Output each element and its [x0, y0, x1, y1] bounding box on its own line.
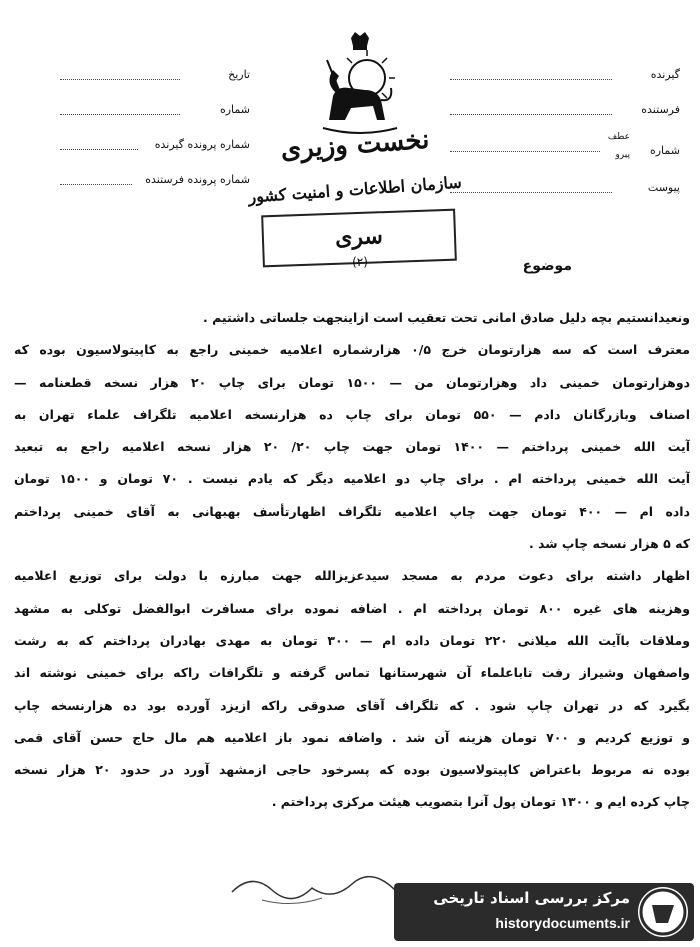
- watermark-url: historydocuments.ir: [495, 915, 630, 931]
- page-number: (۲): [352, 255, 368, 269]
- body-line: بگیرد که در تهران چاپ شود . که تلگراف آقای صدوقی راکه ازیزد آورده بود ده هزارنسخه چاپ: [14, 697, 690, 713]
- archive-watermark: [394, 883, 694, 941]
- recipient-file-label: شماره پرونده گیرنده: [154, 138, 250, 151]
- lion-and-sun-emblem-icon: [315, 30, 405, 140]
- body-line: آیت الله خمینی پرداخته ام . برای چاپ دو اعلامیه دیگر که یادم نیست . ۷۰ تومان و ۱۵۰۰ تومان: [14, 471, 690, 487]
- archive-logo-icon: [638, 887, 688, 937]
- number-field: [40, 97, 250, 123]
- body-line: چاپ کرده ایم و ۱۳۰۰ تومان پول آنرا بتصویب هیئت مرکزی پرداختم .: [271, 794, 690, 810]
- body-line: که ۵ هزار نسخه چاپ شد .: [528, 536, 690, 552]
- reference-dotted-line: [450, 151, 600, 152]
- recipient-file-dotted-line: [60, 149, 138, 150]
- sender-field: [450, 97, 680, 123]
- body-line: اظهار داشته برای دعوت مردم به مسجد سیدعزیزالله جهت مبارزه با دولت برای توزیع اعلامیه: [14, 568, 690, 584]
- recipient-label: گیرنده: [650, 68, 680, 81]
- agency-title: سازمان اطلاعات و امنیت کشور: [247, 172, 463, 207]
- date-field: [40, 62, 250, 88]
- body-line: ونعیدانستیم بچه دلیل صادق امانی تحت تعقیب است ازاینجهت جلساتی داشتیم .: [203, 310, 690, 325]
- sender-label: فرستنده: [641, 103, 680, 116]
- header-left-fields: [40, 62, 250, 202]
- body-line: وهزینه های غیره ۸۰۰ تومان پرداخته ام . اضافه نموده برای مسافرت ابوالفضل توکلی به مشهد: [14, 600, 690, 616]
- sender-file-label: شماره پرونده فرستنده: [145, 173, 250, 186]
- sender-dotted-line: [450, 114, 612, 115]
- classification-stamp: سری: [261, 209, 457, 268]
- body-line: معترف است که سه هزارتومان خرج ۰/۵ هزارشماره اعلامیه خمینی راجع به کاپیتولاسیون بوده که: [14, 342, 690, 358]
- recipient-dotted-line: [450, 79, 612, 80]
- body-line: دوهزارتومان خمینی داد وهزارتومان من — ۱۵۰۰ تومان برای چاپ ۲۰ هزار نسخه قطعنامه —: [14, 374, 690, 390]
- number-dotted-line: [60, 114, 180, 115]
- watermark-title: مرکز بررسی اسناد تاریخی: [433, 889, 630, 907]
- date-dotted-line: [60, 79, 180, 80]
- body-line: داده ام — ۴۰۰ تومان جهت چاپ اعلامیه تلگراف اظهارتأسف بهبهانی به آقای خمینی پرداختم: [14, 503, 690, 519]
- number-label: شماره: [219, 103, 250, 116]
- reference-number-field: [450, 132, 680, 166]
- reference-label: عطف: [607, 132, 630, 142]
- date-label: تاریخ: [228, 68, 250, 81]
- reference-number-label: شماره: [649, 144, 680, 157]
- attachment-dotted-line: [450, 192, 612, 193]
- ministry-title: نخست وزیری: [279, 124, 431, 166]
- signature-scribble-icon: [222, 862, 412, 912]
- body-line: آیت الله خمینی پرداختم — ۱۴۰۰ تومان جهت چاپ ۲۰/ ۲۰ هزار نسخه اعلامیه راجع به تبعید: [14, 439, 690, 455]
- sender-file-field: [40, 167, 250, 193]
- subject-label: موضوع: [522, 258, 572, 274]
- header-right-fields: [450, 62, 680, 210]
- body-line: اصناف وبازرگانان دادم — ۵۵۰ تومان برای چاپ ده هزارنسخه اعلامیه تلگراف علماء تهران به: [14, 406, 690, 422]
- body-line: و توزیع کردیم و ۷۰۰ تومان هزینه آن شد . واضافه نمود باز اعلامیه هم مال حاج حسن آقای قمی: [14, 729, 690, 745]
- recipient-file-field: [40, 132, 250, 158]
- document-body: [14, 302, 690, 819]
- body-line: واصفهان وشیراز رفت تاباعلماء آن شهرستانها تماس گرفته و تلگرافات راکه برای خمینی نوشته اند: [14, 665, 690, 681]
- follow-label: پیرو: [615, 150, 630, 160]
- body-line: بوده نه مربوط باعتراض کاپیتولاسیون بوده که پسرخود حاجی ازمشهد آورد در حدود ۲۰ هزار نسخه: [14, 762, 690, 778]
- recipient-field: [450, 62, 680, 88]
- sender-file-dotted-line: [60, 184, 132, 185]
- attachment-label: پیوست: [647, 181, 680, 194]
- body-line: وملاقات باآیت الله میلانی ۲۲۰ تومان داده ام — ۳۰۰ تومان به مهدی بهادران پرداختم که به رشت: [14, 632, 690, 648]
- attachment-field: [450, 175, 680, 201]
